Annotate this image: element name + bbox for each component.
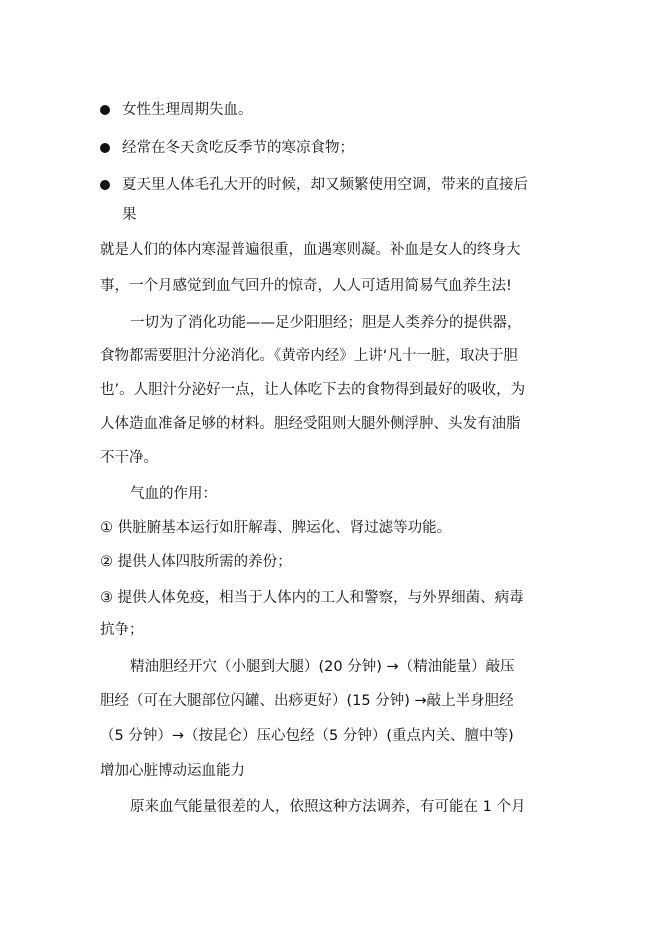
paragraph-line: 食物都需要胆汁分泌消化。《黄帝内经》上讲‘凡十一脏，取决于胆 [100,348,518,364]
bullet-item: 女性生理周期失血。 [122,102,253,118]
paragraph-line: 事，一个月感觉到血气回升的惊奇，人人可适用简易气血养生法! [100,278,512,294]
paragraph-line: 就是人们的体内寒湿普遍很重，血遇寒则凝。补血是女人的终身大 [100,242,521,258]
bullet-dot-icon [100,180,110,190]
paragraph-line: 一切为了消化功能——足少阳胆经；胆是人类养分的提供器， [130,315,522,331]
bullet-item: 夏天里人体毛孔大开的时候，却又频繁使用空调，带来的直接后 [122,177,528,193]
function-item: ② 提供人体四肢所需的养份； [100,554,292,570]
paragraph-line: 也’。人胆汁分泌好一点，让人体吃下去的食物得到最好的吸收，为 [100,382,526,398]
paragraph-line: 人体造血准备足够的材料。胆经受阻则大腿外侧浮肿、头发有油脂 [100,416,521,432]
function-item: ① 供脏腑基本运行如肝解毒、脾运化、肾过滤等功能。 [100,520,452,536]
section-heading: 气血的作用： [130,486,217,502]
paragraph-line: （5 分钟）→（按昆仑）压心包经（5 分钟）(重点内关、膻中等) [100,728,514,744]
bullet-item: 经常在冬天贪吃反季节的寒凉食物； [122,140,354,156]
paragraph-line: 精油胆经开穴（小腿到大腿）(20 分钟) →（精油能量）敲压 [130,659,515,675]
function-item-continuation: 抗争； [100,622,144,638]
paragraph-line: 胆经（可在大腿部位闪罐、出痧更好）(15 分钟) →敲上半身胆经 [100,693,514,709]
bullet-dot-icon [100,105,110,115]
bullet-dot-icon [100,143,110,153]
paragraph-line: 原来血气能量很差的人，依照这种方法调养，有可能在 1 个月 [130,799,526,815]
paragraph-line: 增加心脏博动运血能力 [100,763,245,779]
paragraph-line: 不干净。 [100,450,158,466]
bullet-item-continuation: 果 [122,207,137,223]
function-item: ③ 提供人体免疫，相当于人体内的工人和警察，与外界细菌、病毒 [100,590,524,606]
